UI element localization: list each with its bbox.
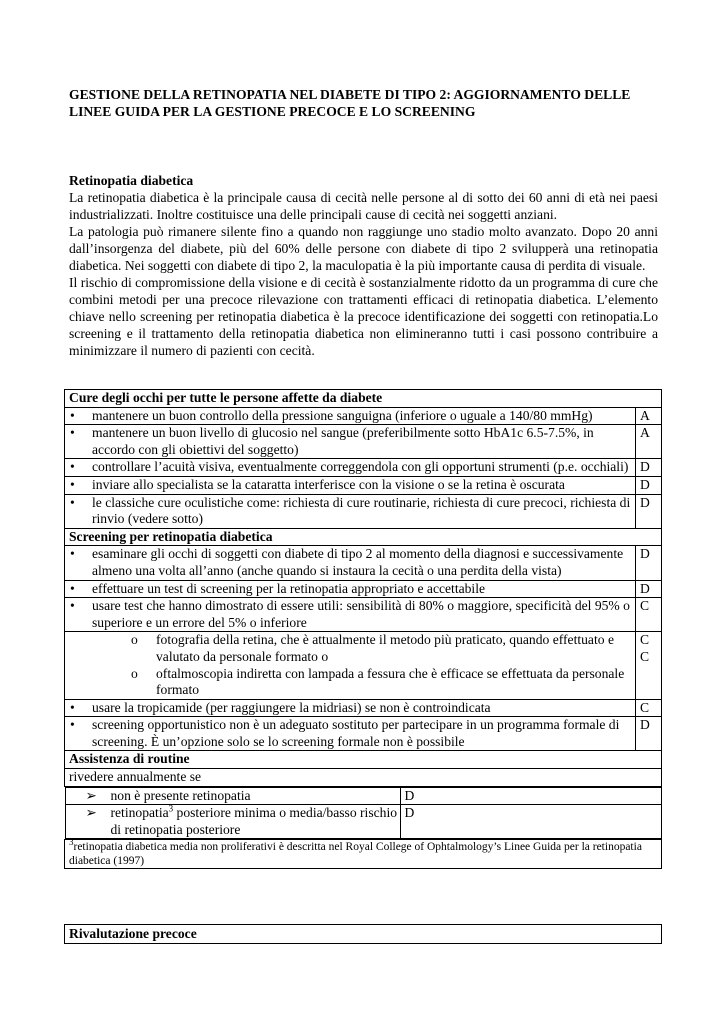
grade-cell: D bbox=[636, 580, 662, 598]
guidelines-table bbox=[64, 389, 662, 869]
table-row bbox=[65, 717, 662, 751]
row-text: mantenere un buon livello di glucosio nel sangue (preferibilmente sotto HbA1c 6.5-7.5%, in accordo con gli obiettivi del soggetto) bbox=[92, 425, 594, 457]
row-text-part: retinopatia bbox=[110, 805, 169, 821]
grade-cell: D bbox=[636, 459, 662, 477]
bullet-icon: • bbox=[70, 717, 75, 733]
retinopatia-section bbox=[69, 172, 658, 359]
row-text: le classiche cure oculistiche come: richiesta di cure routinarie, richiesta di cure precoci, richiesta di rinvio (vedere sotto) bbox=[92, 494, 631, 527]
grade-cell: A bbox=[636, 425, 662, 459]
row-text: usare la tropicamide (per raggiungere la midriasi) se non è controindicata bbox=[92, 699, 491, 715]
paragraph-2: La patologia può rimanere silente fino a quando non raggiunge uno stadio molto avanzato. Dopo 20 anni dall’insorgenza del diabete, più del 60% delle persone con diabete di tipo 2 svilupperà una retinopatia diabetica. Nei soggetti con diabete di tipo 2, la maculopatia è la più importante causa di perdita di visuale. bbox=[69, 224, 658, 273]
row-text: effettuare un test di screening per la retinopatia appropriato e accettabile bbox=[92, 580, 486, 596]
grade-cell: D bbox=[636, 717, 662, 751]
table-row bbox=[65, 580, 662, 598]
row-text: oftalmoscopia indiretta con lampada a fessura che è efficace se effettuata da personale formato bbox=[156, 665, 625, 698]
grade-cell bbox=[636, 632, 662, 699]
routine-intro: rivedere annualmente se bbox=[65, 769, 662, 787]
row-text: inviare allo specialista se la cataratta interferisce con la visione o se la retina è oscurata bbox=[92, 476, 565, 492]
footnote-mark: 3 bbox=[69, 837, 74, 848]
footnote bbox=[65, 837, 662, 869]
row-text: controllare l’acuità visiva, eventualmente correggendola con gli opportuni strumenti (p.e. occhiali) bbox=[92, 459, 629, 475]
table-row bbox=[65, 598, 662, 632]
table-row bbox=[65, 805, 661, 839]
table-row bbox=[65, 546, 662, 580]
circle-bullet-icon: o bbox=[131, 632, 138, 648]
row-text: esaminare gli occhi di soggetti con diabete di tipo 2 al momento della diagnosi e successivamente almeno una volta all’anno (anche quando si instaura la cecità o una perdita della vista) bbox=[92, 546, 624, 578]
bullet-icon: • bbox=[70, 580, 75, 596]
table-row bbox=[65, 476, 662, 494]
bullet-icon: • bbox=[70, 494, 75, 510]
grade-value: C bbox=[640, 648, 650, 664]
bullet-icon: • bbox=[70, 459, 75, 475]
row-text: fotografia della retina, che è attualmente il metodo più praticato, quando effettuato e valutato da personale formato o bbox=[156, 632, 614, 664]
table-row bbox=[65, 699, 662, 717]
document-title: GESTIONE DELLA RETINOPATIA NEL DIABETE DI TIPO 2: AGGIORNAMENTO DELLE LINEE GUIDA PER LA GESTIONE PRECOCE E LO SCREENING bbox=[69, 87, 631, 119]
bullet-icon: • bbox=[70, 546, 75, 562]
grade-cell: C bbox=[636, 699, 662, 717]
bullet-icon: • bbox=[70, 699, 75, 715]
paragraph-3: Il rischio di compromissione della visione e di cecità è sostanzialmente ridotto da un programma di cure che combini metodi per una precoce rilevazione con trattamenti efficaci di retinopatia diabetica. L’elemento chiave nello screening per retinopatia diabetica è la precoce identificazione dei soggetti con retinopatia.Lo screening e il trattamento della retinopatia diabetica non elimineranno tutti i casi possono contribuire a minimizzare il numero di pazienti con cecità. bbox=[69, 275, 658, 358]
row-text: screening opportunistico non è un adeguato sostituto per partecipare in un programma formale di screening. È un’opzione solo se lo screening formale non è possibile bbox=[92, 717, 620, 749]
rivalutazione-box: Rivalutazione precoce bbox=[64, 924, 662, 944]
routine-header: Assistenza di routine bbox=[65, 751, 662, 769]
bullet-icon: • bbox=[70, 476, 75, 492]
bullet-icon: • bbox=[70, 598, 75, 614]
footnote-ref: 3 bbox=[168, 803, 174, 814]
grade-cell: D bbox=[636, 546, 662, 580]
table-row bbox=[65, 632, 662, 699]
routine-table bbox=[65, 787, 662, 840]
footnote-text: retinopatia diabetica media non proliferativi è descritta nel Royal College of Ophtalmology’s Linee Guida per la retinopatia diabetica (1997) bbox=[69, 841, 642, 868]
row-text: usare test che hanno dimostrato di essere utili: sensibilità di 80% o maggiore, specificità del 95% o superiore e un errore del 5% o inferiore bbox=[92, 598, 630, 630]
cure-header: Cure degli occhi per tutte le persone affette da diabete bbox=[65, 390, 662, 408]
table-row bbox=[65, 787, 661, 805]
table-row bbox=[65, 494, 662, 528]
bullet-icon: • bbox=[70, 407, 75, 423]
row-text: non è presente retinopatia bbox=[110, 787, 251, 803]
arrow-bullet-icon: ➢ bbox=[85, 805, 97, 821]
bullet-icon: • bbox=[70, 425, 75, 441]
row-text: mantenere un buon controllo della pressione sanguigna (inferiore o uguale a 140/80 mmHg) bbox=[92, 407, 593, 423]
grade-cell: D bbox=[636, 494, 662, 528]
grade-cell: D bbox=[400, 805, 661, 839]
row-text bbox=[111, 805, 400, 838]
section-heading: Retinopatia diabetica bbox=[69, 173, 194, 188]
grade-cell: A bbox=[636, 407, 662, 425]
grade-cell: D bbox=[636, 476, 662, 494]
screening-header: Screening per retinopatia diabetica bbox=[65, 528, 662, 546]
row-text-part: posteriore minima o media/basso rischio di retinopatia posteriore bbox=[110, 805, 398, 837]
paragraph-1: La retinopatia diabetica è la principale causa di cecità nelle persone al di sotto dei 60 anni di età nei paesi industrializzati. Inoltre costituisce una delle principali cause di cecità nei soggetti anziani. bbox=[69, 190, 658, 222]
grade-value: C bbox=[640, 632, 650, 648]
grade-cell: D bbox=[400, 787, 661, 805]
grade-cell: C bbox=[636, 598, 662, 632]
table-row bbox=[65, 459, 662, 477]
table-row bbox=[65, 425, 662, 459]
arrow-bullet-icon: ➢ bbox=[85, 787, 97, 803]
table-row bbox=[65, 407, 662, 425]
circle-bullet-icon: o bbox=[131, 665, 138, 681]
